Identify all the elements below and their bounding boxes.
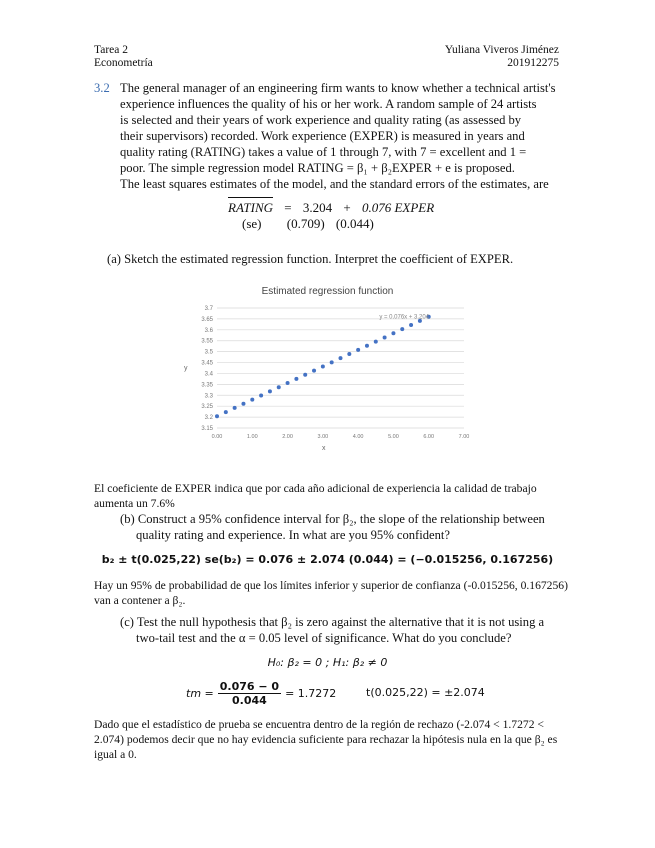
y-tick-label: 3.35 (201, 382, 213, 389)
estimated-equation: RATING = 3.204 + 0.076 EXPER (228, 200, 434, 216)
critical-value: t(0.025,22) = ±2.074 (366, 686, 485, 699)
chart-grid (217, 308, 464, 428)
y-tick-label: 3.5 (204, 349, 213, 356)
y-tick-label: 3.7 (204, 306, 213, 312)
fraction: $\frac{0.076 - 0}{0.044}$ (219, 680, 280, 707)
data-point (277, 385, 281, 389)
test-statistic: tm = $\frac{0.076 - 0}{0.044}$ = 1.7272 (186, 680, 337, 707)
data-point (241, 402, 245, 406)
x-axis-label: x (322, 445, 326, 452)
part-b-answer: Hay un 95% de probabilidad de que los límites inferior y superior de confianza (-0.015256, 0.167256) van a contener a β₂. (94, 579, 568, 607)
hypotheses: H₀: β₂ = 0 ; H₁: β₂ ≠ 0 (267, 656, 388, 669)
data-points (215, 315, 431, 418)
y-tick-label: 3.6 (204, 327, 213, 334)
course-title: Tarea 2 (94, 44, 128, 56)
y-tick-label: 3.25 (201, 404, 213, 411)
standard-errors (242, 216, 374, 232)
x-tick-label: 6.00 (423, 434, 435, 440)
data-point (391, 331, 395, 335)
regression-chart (180, 298, 480, 454)
x-tick-label: 0.00 (211, 434, 223, 440)
data-point (365, 344, 369, 348)
problem-line: The general manager of an engineering firm wants to know whether a technical artist's (120, 81, 556, 95)
x-tick-label: 1.00 (246, 434, 258, 440)
problem-line: quality rating (RATING) takes a value of 1 through 7, with 7 = excellent and 1 = (120, 145, 527, 159)
data-point (321, 364, 325, 368)
y-axis-label: y (184, 365, 188, 372)
y-tick-label: 3.65 (201, 316, 213, 323)
y-tick-label: 3.55 (201, 338, 213, 345)
y-tick-label: 3.15 (201, 426, 213, 432)
trendline-label: y = 0.076x + 3.204 (379, 314, 430, 321)
x-tick-label: 5.00 (388, 434, 399, 440)
problem-statement (120, 80, 560, 192)
data-point (224, 410, 228, 414)
x-tick-labels (212, 434, 470, 440)
x-tick-label: 2.00 (282, 434, 293, 440)
part-a-answer: El coeficiente de EXPER indica que por cada año adicional de experiencia la calidad de trabajo aumenta un 7.6% (94, 482, 537, 510)
data-point (215, 414, 219, 418)
slope-term: 0.076 EXPER (361, 200, 435, 215)
data-point (250, 398, 254, 402)
data-point (356, 348, 360, 352)
data-point (400, 327, 404, 331)
data-point (294, 377, 298, 381)
data-point (286, 381, 290, 385)
data-point (312, 369, 316, 373)
data-point (374, 340, 378, 344)
problem-line: The least squares estimates of the model, and the standard errors of the estimates, are (120, 177, 549, 191)
x-tick-label: 7.00 (458, 434, 470, 440)
part-a-question: (a) Sketch the estimated regression function. Interpret the coefficient of EXPER. (107, 252, 514, 266)
problem-line: is selected and their years of work experience and quality rating (as assessed by (120, 113, 522, 127)
y-tick-label: 3.4 (204, 371, 213, 378)
student-name: Yuliana Viveros Jiménez (444, 44, 559, 56)
course-subject: Econometría (94, 57, 153, 69)
part-c-answer: Dado que el estadístico de prueba se encuentra dentro de la región de rechazo (-2.074 < 1.7272 < 2.074) podemos decir que no hay evidencia suficiente para rechazar la hipótesis nula en la que β₂ es igual a 0. (94, 718, 558, 761)
problem-line: poor. The simple regression model RATING = β₁ + β₂EXPER + e is proposed. (120, 161, 515, 175)
header-right (445, 44, 559, 70)
y-tick-labels (201, 306, 213, 432)
problem-line: their supervisors) recorded. Work experience (EXPER) is measured in years and (120, 129, 525, 143)
data-point (259, 393, 263, 397)
part-c-question: (c) Test the null hypothesis that β₂ is zero against the alternative that it is not using a two-tail test and the α = 0.05 level of significance. What do you conclude? (120, 615, 545, 645)
x-tick-label: 3.00 (317, 434, 329, 440)
se-b2: (0.044) (335, 216, 374, 231)
se-label: (se) (242, 216, 262, 231)
data-point (233, 406, 237, 410)
student-id: 201912275 (507, 57, 559, 69)
se-b1: (0.709) (286, 216, 325, 231)
problem-line: experience influences the quality of his or her work. A random sample of 24 artists (120, 97, 537, 111)
intercept-estimate: 3.204 (302, 200, 333, 215)
data-point (339, 356, 343, 360)
part-b-formula: b₂ ± t(0.025,22) se(b₂) = 0.076 ± 2.074 (0.044) = (−0.015256, 0.167256) (101, 553, 554, 566)
rating-hat: RATING (228, 200, 273, 216)
problem-number: 3.2 (94, 81, 110, 95)
data-point (303, 373, 307, 377)
data-point (347, 352, 351, 356)
y-tick-label: 3.45 (201, 360, 213, 367)
header-left (94, 44, 153, 70)
y-tick-label: 3.2 (204, 415, 213, 422)
part-b-question: (b) Construct a 95% confidence interval for β₂, the slope of the relationship between quality rating and experience. In what are you 95% confident? (120, 512, 545, 542)
chart-title: Estimated regression function (261, 286, 394, 297)
data-point (409, 323, 413, 327)
data-point (268, 389, 272, 393)
data-point (383, 335, 387, 339)
data-point (330, 360, 334, 364)
x-tick-label: 4.00 (352, 434, 364, 440)
y-tick-label: 3.3 (204, 393, 213, 400)
